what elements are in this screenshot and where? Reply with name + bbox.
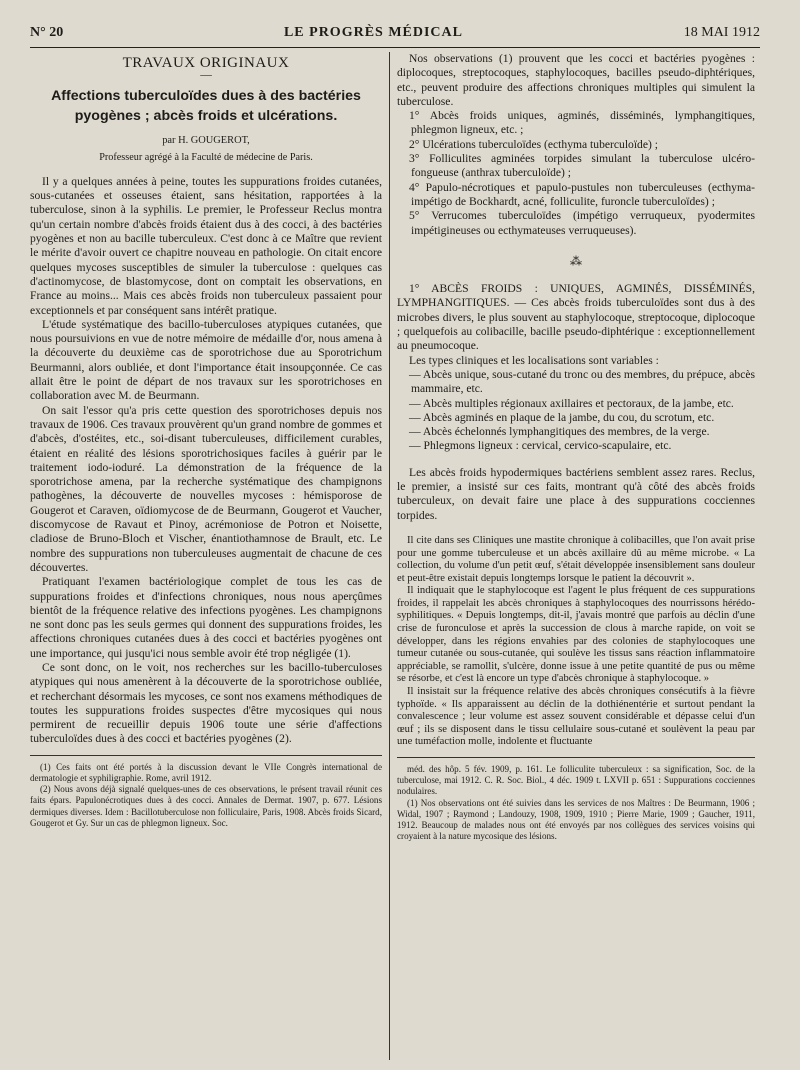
spacer [397, 454, 755, 466]
list-item: — Abcès agminés en plaque de la jambe, du cou, du scrotum, etc. [409, 410, 715, 424]
paragraph: Ce sont donc, on le voit, nos recherches sur les bacillo-tuberculoses atypiques qui nous amenèrent à la découverte de la sporotrichose oubliée, et recherchant désormais les mycoses, ce sont nos examens méthodiques de toutes les suppurations froides suspectes d'être mycosiques qui nous permirent de recueillir depuis 1906 toute une série d'affections tuberculoïdes dues à des cocci et bactéries pyogènes (2). [30, 660, 382, 746]
list-item: 3° Folliculites agminées torpides simulant la tuberculose ulcéro-fongueuse (anthrax tuberculoïde) ; [409, 152, 755, 180]
paragraph: Il cite dans ses Cliniques une mastite chronique à colibacilles, que l'on avait prise pour une gomme tuberculeuse et un abcès axillaire dû au même microbe. « La collection, du volume d'un petit œuf, s'était développée insensiblement sans douleur et peut-être existait depuis longtemps lorsque le patient la découvrit ». [397, 534, 755, 584]
paragraph: L'étude systématique des bacillo-tuberculoses atypiques cutanées, que nous poursuivions en vue de notre mémoire de médaille d'or, nous amena à la découverte du deuxième cas de sporotrichose due au Sporotrichum Beurmanni, alors oubliée, et dont l'importance était insoupçonnée. Ce cas allait être le point de départ de nos travaux sur les sporotrichoses en collaboration avec M. de Beurmann. [30, 317, 382, 403]
footnote-rule [397, 757, 755, 758]
footnote: (1) Nos observations ont été suivies dans les services de nos Maîtres : De Beurmann, 1906 ; Widal, 1907 ; Raymond ; Landouzy, 1908, 1909, 1910 ; Pierre Marie, 1909 ; Gaucher, 1911, 1912. Beaucoup de malades nous ont été envoyés par nos collègues des services voisins qui croyaient à la nature mycosique des lésions. [397, 797, 755, 842]
footnote: (2) Nous avons déjà signalé quelques-unes de ces observations, le présent travail réunit ces faits épars. Papulonécrotiques dues à des cocci. Annales de Dermat. 1907, p. 677. Lésions dermiques diverses. Idem : Bacillotuberculose non folliculaire, Paris, 1908. Abcès froids Sicard, Gougerot et Gy. Sur un cas de phlegmon ligneux. Soc. [30, 784, 382, 828]
affection-list [397, 109, 755, 238]
asterism: ⁂ [570, 253, 582, 268]
paragraph: On sait l'essor qu'a pris cette question des sporotrichoses depuis nos travaux de 1906. Ces travaux prouvèrent qu'un grand nombre de gommes et d'abcès, d'ostéites, etc., soi-disant tuberculeuses, difficilement curables, étaient en réalité des lésions sporotrichosiques faciles à guérir par le traitement iodo-ioduré. La démonstration de la fréquence de la sporotrichose amena, par la recherche systématique des champignons pathogènes, la découverte de nouvelles mycoses : hémisporose de Gougerot et Caraven, oïdiomycose de de Beurmann, Gougerot et Vaucher, discomycose de Ravaut et Pinoy, acrémoniose de Potron et Noisette, cladiose de Bruno-Bloch et Vischer, énantiothamnose de Brault, etc. Le nombre des suppurations non tuberculeuses augmentait de chacune de ces découvertes. [30, 403, 382, 574]
left-column [30, 52, 382, 1062]
footnote-rule [30, 755, 382, 756]
column-divider [389, 52, 390, 1060]
spacer [397, 523, 755, 535]
header-rule [30, 47, 760, 48]
right-column [397, 52, 755, 1062]
localisation-list [397, 368, 755, 454]
list-item: 5° Verrucomes tuberculoïdes (impétigo verruqueux, pyodermites impétigineuses ou ecthymateuses verruqueuses). [409, 209, 755, 237]
section-dash: — [200, 68, 212, 82]
paragraph: 1° ABCÈS FROIDS : UNIQUES, AGMINÉS, DISSÉMINÉS, LYMPHANGITIQUES. — Ces abcès froids tuberculoïdes sont dus à des microbes divers, le plus souvent au staphylocoque, streptocoque, diplocoque ; quelquefois au colibacille, bacille pseudo-diphtérique : exceptionnellement au pneumocoque. [397, 282, 755, 353]
list-item: 1° Abcès froids uniques, agminés, disséminés, lymphangitiques, phlegmon ligneux, etc. ; [409, 109, 755, 137]
list-item: 4° Papulo-nécrotiques et papulo-pustules non tuberculeuses (ecthyma-impétigo de Bockhardt, acné, folliculite, furoncle tuberculoïdes) ; [409, 180, 755, 208]
paragraph: Il y a quelques années à peine, toutes les suppurations froides cutanées, sous-cutanées et osseuses étaient, sans hésitation, rapportées à la tuberculose, sinon à la syphilis. Le premier, le Professeur Reclus montra qu'un certain nombre d'abcès froids étaient dus à des cocci, à des bactéries pyogènes et non au bacille tuberculeux. C'est donc à ce Maître que revient le mérite d'avoir ouvert ce chapitre nouveau en pathologie. On citait encore quelques mycoses susceptibles de simuler la tuberculose : quelques cas d'actinomycose, de blastomycose, dont on comptait les observations, en France au moins... Mais ces abcès froids non tuberculeux passaient pour exceptionnels et par conséquent sans intérêt pratique. [30, 174, 382, 317]
list-item: — Abcès unique, sous-cutané du tronc ou des membres, du prépuce, abcès mammaire, etc. [409, 367, 755, 396]
article-title: Affections tuberculoïdes dues à des bactéries pyogènes ; abcès froids et ulcérations. [51, 88, 361, 125]
footnote: méd. des hôp. 5 fév. 1909, p. 161. Le folliculite tuberculeux : sa signification, Soc. de la tuberculose, mai 1912. C. R. Soc. Biol., 4 déc. 1909 t. LXVII p. 651 : Suppurations cocciennes nodulaires. [397, 764, 755, 797]
issue-number: N° 20 [30, 25, 64, 40]
section-title: TRAVAUX ORIGINAUX [122, 55, 290, 71]
page-header [30, 20, 760, 46]
journal-title: LE PROGRÈS MÉDICAL [283, 25, 463, 40]
article-affiliation: Professeur agrégé à la Faculté de médecine de Paris. [99, 151, 313, 163]
paragraph: Les abcès froids hypodermiques bactériens semblent assez rares. Reclus, le premier, a insisté sur ces faits, montrant qu'à côté des abcès froids tuberculeux, on devait faire une place à des suppurations cocciennes torpides. [397, 465, 755, 522]
paragraph: Il indiquait que le staphylocoque est l'agent le plus fréquent de ces suppurations froides, il rappelait les abcès chroniques à staphylocoques des nourrissons hérédo-syphilitiques. « Depuis longtemps, dit-il, j'avais montré que parfois au déclin d'une crise de furonculose et après la succession de clous à marche rapide, on voit se développer, dans les régions envahies par des colonies de staphylocoques une tumeur cutanée ou sous-cutanée, qui soulève les tissus sans réaction inflammatoire appréciable, se ramollit, s'ulcère, donne issue à une petite quantité de pus ou même se résorbe, et c'est là encore un type d'abcès chronique à staphylocoque. » [397, 585, 755, 685]
paragraph: Nos observations (1) prouvent que les cocci et bactéries pyogènes : diplocoques, streptocoques, staphylocoques, bacilles pseudo-diphtériques, etc., peuvent produire des affections chroniques multiples qui simulent la tuberculose. [397, 52, 755, 108]
list-item: — Phlegmons ligneux : cervical, cervico-scapulaire, etc. [409, 439, 672, 453]
paragraph: Les types cliniques et les localisations sont variables : [409, 353, 659, 367]
list-item: — Abcès multiples régionaux axillaires et pectoraux, de la jambe, etc. [409, 396, 734, 410]
list-item: — Abcès échelonnés lymphangitiques des membres, de la verge. [409, 425, 710, 439]
list-item: 2° Ulcérations tuberculoïdes (ecthyma tuberculoïde) ; [409, 137, 658, 151]
paragraph: Pratiquant l'examen bactériologique complet de tous les cas de suppurations froides et d'infections chroniques, nous nous aperçûmes bientôt de la fréquence relative des infections pyogènes. Les champignons ne sont donc pas les seuls germes qui donnent des suppurations froides, les affections chroniques cutanées dues à des cocci et bactéries pyogènes ont une importance, qui jusqu'ici nous semble avoir été trop négligée (1). [30, 575, 382, 660]
footnote: (1) Ces faits ont été portés à la discussion devant le VIIe Congrès international de dermatologie et syphiligraphie. Rome, avril 1912. [30, 761, 382, 783]
article-byline: par H. GOUGEROT, [162, 135, 250, 147]
issue-date: 18 MAI 1912 [683, 25, 760, 40]
paragraph: Il insistait sur la fréquence relative des abcès chroniques consécutifs à la fièvre typhoïde. « Ils apparaissent au déclin de la dothiénentérie et surtout pendant la convalescence ; leur volume est assez souvent considérable et dépasse celui d'un œuf ; ils se disposent dans le tissu cellulaire sous-cutané et soulèvent la peau par une tuméfaction molle, indolente et fluctuante [397, 686, 755, 748]
